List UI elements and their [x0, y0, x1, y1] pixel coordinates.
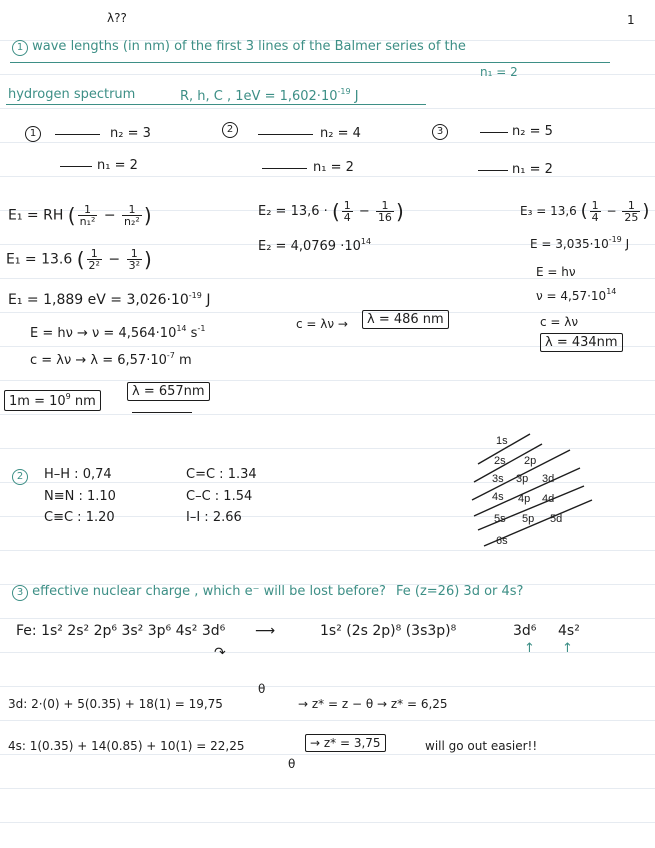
q1-given-exp: -19 [337, 87, 351, 96]
shielding-3d-theta: θ [258, 682, 266, 696]
orbital-3p: 3p [516, 473, 529, 485]
shielding-4s: 4s: 1(0.35) + 14(0.85) + 10(1) = 22,25 [8, 739, 245, 753]
case2-upper-level [258, 134, 313, 135]
e1-sub-lhs: E₁ = 13.6 [6, 251, 73, 268]
q1-given [180, 88, 359, 103]
case3-badge: 3 [432, 124, 448, 140]
e1-result: E₁ = 1,889 eV = $3,026\cdot 10^{-19}$ J [8, 291, 211, 308]
e2-frac1: $\frac{1}{4}$ [343, 199, 351, 224]
config-3d: 3d⁶ [513, 623, 537, 639]
e3-frequency: $\nu = 4,57\cdot 10^{14}$ [536, 287, 617, 303]
bond-ii: I–I : 2.66 [186, 510, 242, 525]
e1-frequency: $E = h\nu \to \nu = 4,564\cdot 10^{14}$ $s^{-1}$ [30, 324, 206, 341]
page-number: 1 [627, 13, 635, 27]
case2-n1: n₁ = 2 [313, 160, 354, 175]
e1-formula: E₁ = RH ( $\frac{1}{\text{n₁²}}$ − $\frac{1}{\text{n₂²}}$ ) [8, 203, 152, 228]
case1-lower-level [60, 166, 92, 167]
orbital-4s: 4s [492, 491, 504, 503]
arrow-under-3d: ↑ [524, 641, 535, 656]
case3-n2: n₂ = 5 [512, 124, 553, 139]
case2-n2: n₂ = 4 [320, 126, 361, 141]
q2-number-badge: 2 [12, 469, 28, 485]
case3-n1: n₁ = 2 [512, 162, 553, 177]
q1-given-text: R, h, C , 1eV = 1,602·10 [180, 89, 338, 104]
e1-substitution: E₁ = 13.6 ( $\frac{1}{\text{2²}}$ − $\frac{1}{\text{3²}}$ ) [6, 247, 152, 272]
e2-result: $E_2 = 4,0769 \cdot 10^{14}$ [258, 237, 372, 254]
q3-heading [12, 585, 523, 601]
arrow-under-4s: ↑ [562, 641, 573, 656]
q3-title: effective nuclear charge , which e⁻ will be lost before? [32, 584, 386, 599]
orbital-3d: 3d [542, 473, 555, 485]
orbital-5s: 5s [494, 513, 506, 525]
case3-upper-level [480, 132, 508, 133]
shielding-3d: 3d: 2·(0) + 5(0.35) + 18(1) = 19,75 [8, 697, 223, 711]
e2-wave-relation: c = λν → [296, 317, 348, 331]
shielding-4s-theta: θ [288, 757, 296, 771]
config-4s: 4s² [558, 623, 580, 639]
case2-lower-level [262, 168, 307, 169]
q3-number-badge: 3 [12, 585, 28, 601]
case1-header [25, 126, 41, 142]
case1-upper-level [55, 134, 100, 135]
e1-wavelength: $c = \lambda\nu \to \lambda = 6,57\cdot 10^{-7}$ m [30, 351, 192, 368]
e1-answer-underline [132, 412, 192, 413]
e2-answer-box: λ = 486 nm [362, 310, 449, 329]
e1-frac1: $\frac{1}{\text{n₁²}}$ [79, 203, 96, 228]
e1-sub-frac1: $\frac{1}{\text{2²}}$ [88, 247, 100, 272]
e3-frac1: $\frac{1}{4}$ [591, 199, 599, 224]
q2-heading [12, 469, 28, 485]
e3-frac2: $\frac{1}{25}$ [624, 199, 639, 224]
unit-conversion-box: $1m = 10^9$ nm [4, 390, 101, 411]
e3-formula: E₃ = 13,6 ( $\frac{1}{4}$ − $\frac{1}{25}$ ) [520, 199, 650, 224]
q1-title-line2: hydrogen spectrum [8, 87, 136, 102]
e1-sub-frac2: $\frac{1}{\text{3²}}$ [128, 247, 141, 272]
case3-header [432, 124, 448, 140]
e1-formula-lhs: E₁ = RH [8, 207, 64, 224]
zeff-3d: → z* = z − θ → z* = 6,25 [298, 697, 448, 711]
q3-question: Fe (z=26) 3d or 4s? [396, 584, 524, 599]
orbital-1s: 1s [496, 435, 508, 447]
aufbau-diagram [460, 430, 610, 560]
fe-grouped-configuration: 1s² (2s 2p)⁸ (3s3p)⁸ [320, 623, 457, 639]
case1-n1: n₁ = 2 [97, 158, 138, 173]
case1-badge: 1 [25, 126, 41, 142]
orbital-5d: 5d [550, 513, 563, 525]
swap-mark: ↷ [214, 645, 226, 661]
e2-formula: E₂ = 13,6 · ( $\frac{1}{4}$ − $\frac{1}{16}$ ) [258, 199, 404, 224]
orbital-3s: 3s [492, 473, 504, 485]
bond-cc-triple: C≡C : 1.20 [44, 510, 115, 525]
orbital-6s: 6s [496, 535, 508, 547]
bond-nn: N≡N : 1.10 [44, 489, 116, 504]
conclusion: will go out easier!! [425, 739, 538, 753]
e3-ehv: E = hν [536, 265, 576, 279]
e3-c-relation: c = λν [540, 315, 579, 329]
case3-lower-level [478, 170, 508, 171]
orbital-4p: 4p [518, 493, 531, 505]
e2-frac2: $\frac{1}{16}$ [377, 199, 392, 224]
config-arrow: ⟶ [255, 623, 276, 639]
q1-title-underline [10, 62, 610, 63]
q1-heading [12, 40, 466, 56]
fe-configuration: Fe: 1s² 2s² 2p⁶ 3s² 3p⁶ 4s² 3d⁶ [16, 623, 226, 639]
orbital-2p: 2p [524, 455, 537, 467]
e3-answer-box: λ = 434nm [540, 333, 623, 352]
bond-cc-double: C=C : 1.34 [186, 467, 257, 482]
zeff-4s-box: → z* = 3,75 [305, 734, 386, 752]
case2-badge: 2 [222, 122, 238, 138]
e1-frac2: $\frac{1}{\text{n₂²}}$ [124, 203, 140, 228]
q1-number-badge: 1 [12, 40, 28, 56]
q1-n1-note: n₁ = 2 [480, 65, 518, 79]
bond-cc-single: C–C : 1.54 [186, 489, 253, 504]
lambda-note: λ?? [107, 11, 127, 25]
orbital-4d: 4d [542, 493, 555, 505]
orbital-5p: 5p [522, 513, 535, 525]
case1-n2: n₂ = 3 [110, 126, 151, 141]
bond-hh: H–H : 0,74 [44, 467, 112, 482]
q1-title-line1: wave lengths (in nm) of the first 3 lines of the Balmer series of the [32, 39, 466, 54]
e1-answer-box: λ = 657nm [127, 382, 210, 401]
q1-title-line2-underline [6, 104, 426, 105]
orbital-2s: 2s [494, 455, 506, 467]
case2-header [222, 122, 238, 138]
e3-result: $E = 3,035\cdot 10^{-19}$ J [530, 235, 630, 251]
q1-given-unit: J [354, 89, 359, 104]
